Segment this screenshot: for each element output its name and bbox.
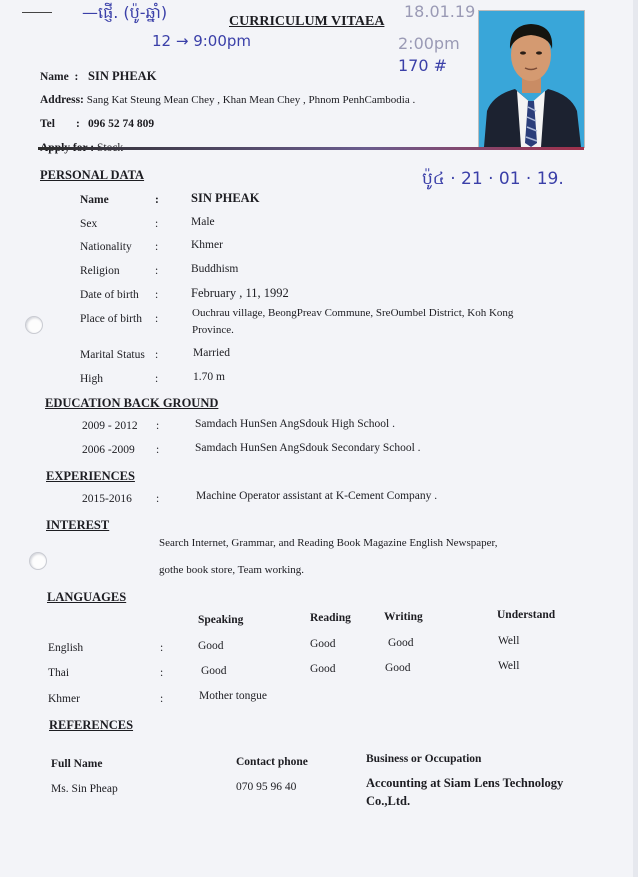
lang-col-understand: Understand (497, 609, 556, 621)
lang-col-reading: Reading (310, 612, 351, 624)
personal-label: Place of birth (80, 313, 142, 325)
header-tel-label: Tel (40, 118, 55, 130)
lang-speaking: Good (198, 640, 224, 652)
lang-speaking: Good (201, 665, 227, 677)
education-colon: : (156, 444, 160, 456)
header-tel-colon: : (76, 118, 80, 130)
personal-data-heading: PERSONAL DATA (40, 168, 145, 182)
ref-col-name: Full Name (51, 758, 103, 770)
lang-speaking: Mother tongue (199, 690, 268, 702)
header-address: Address: Sang Kat Steung Mean Chey , Khan Mean Chey , Phnom PenhCambodia . (40, 94, 416, 106)
ref-col-business: Business or Occupation (366, 753, 482, 765)
handwritten-note-time: 12 → 9:00pm (152, 32, 252, 50)
experience-colon: : (156, 493, 160, 505)
interest-line-1: Search Internet, Grammar, and Reading Book Magazine English Newspaper, (159, 537, 498, 549)
personal-colon: : (155, 373, 159, 385)
education-years: 2006 -2009 (82, 444, 135, 456)
personal-label: Sex (80, 218, 98, 230)
personal-label: Religion (80, 265, 120, 277)
handwritten-date-mid: ប៉ូ៤ · 21 · 01 · 19. (422, 169, 564, 189)
experience-text: Machine Operator assistant at K-Cement Company . (196, 490, 438, 502)
personal-colon: : (155, 194, 159, 206)
interest-heading: INTEREST (46, 518, 110, 532)
personal-label: Name (80, 194, 109, 206)
lang-writing: Good (388, 637, 414, 649)
header-name-label: Name : (40, 71, 82, 83)
lang-name: Thai (48, 667, 70, 679)
personal-colon: : (155, 265, 159, 277)
ref-business-line-1: Accounting at Siam Lens Technology (366, 776, 564, 790)
ref-phone: 070 95 96 40 (236, 781, 297, 793)
personal-value: February , 11, 1992 (191, 286, 289, 300)
education-years: 2009 - 2012 (82, 420, 138, 432)
personal-value: Buddhism (191, 263, 239, 275)
experiences-heading: EXPERIENCES (46, 469, 135, 483)
education-school: Samdach HunSen AngSdouk Secondary School . (195, 442, 421, 454)
interest-line-2: gothe book store, Team working. (159, 564, 305, 576)
ref-col-phone: Contact phone (236, 756, 308, 768)
header-name-value: SIN PHEAK (88, 69, 157, 83)
ref-business-line-2: Co.,Ltd. (366, 794, 411, 808)
lang-reading: Good (310, 638, 336, 650)
personal-colon: : (155, 313, 159, 325)
personal-label: Marital Status (80, 349, 145, 361)
punch-hole-top (25, 316, 43, 334)
education-school: Samdach HunSen AngSdouk High School . (195, 418, 395, 430)
header-tel-value: 096 52 74 809 (88, 118, 155, 130)
personal-value-line2: Province. (192, 324, 234, 336)
lang-understand: Well (498, 660, 520, 672)
header-divider (38, 147, 584, 150)
ref-name: Ms. Sin Pheap (51, 783, 118, 795)
personal-value: Ouchrau village, BeongPreav Commune, SreOumbel District, Koh Kong (192, 307, 514, 319)
scan-line (22, 12, 52, 13)
lang-reading: Good (310, 663, 336, 675)
lang-colon: : (160, 642, 164, 654)
education-heading: EDUCATION BACK GROUND (45, 396, 219, 410)
profile-photo (478, 10, 585, 148)
languages-heading: LANGUAGES (47, 590, 127, 604)
personal-label: Date of birth (80, 289, 139, 301)
personal-colon: : (155, 349, 159, 361)
personal-colon: : (155, 289, 159, 301)
personal-label: High (80, 373, 103, 385)
lang-understand: Well (498, 635, 520, 647)
lang-writing: Good (385, 662, 411, 674)
personal-value: Khmer (191, 239, 223, 251)
punch-hole-bottom (29, 552, 47, 570)
handwritten-date-top: 18.01.19 (404, 2, 476, 21)
scan-edge-right (633, 0, 638, 877)
cv-title: CURRICULUM VITAEA (229, 14, 385, 29)
handwritten-note-top: —ផ្ញើ. (ប៉ូ-ឆ្នាំ) (82, 3, 168, 22)
lang-colon: : (160, 667, 164, 679)
handwritten-time-right: 2:00pm (398, 34, 460, 53)
lang-name: Khmer (48, 693, 80, 705)
handwritten-code: 170 # (398, 56, 448, 75)
personal-value: 1.70 m (193, 371, 225, 383)
lang-col-writing: Writing (384, 611, 423, 623)
lang-colon: : (160, 693, 164, 705)
personal-value: Married (193, 347, 231, 359)
personal-label: Nationality (80, 241, 132, 253)
education-colon: : (156, 420, 160, 432)
lang-col-speaking: Speaking (198, 614, 244, 626)
experience-years: 2015-2016 (82, 493, 132, 505)
personal-value: Male (191, 216, 215, 228)
references-heading: REFERENCES (49, 718, 134, 732)
personal-colon: : (155, 218, 159, 230)
personal-value: SIN PHEAK (191, 191, 260, 205)
lang-name: English (48, 642, 84, 654)
personal-colon: : (155, 241, 159, 253)
